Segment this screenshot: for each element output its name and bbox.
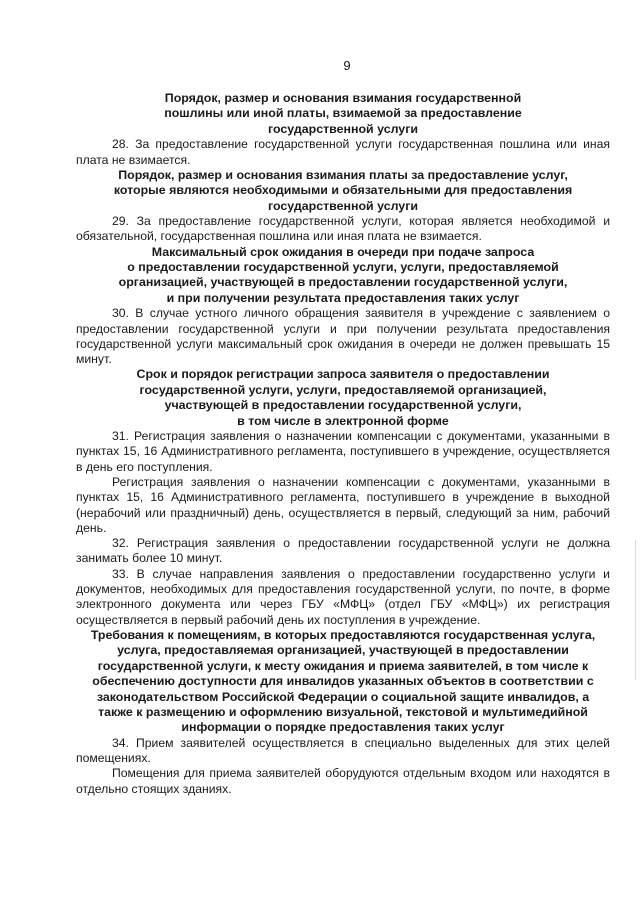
heading-line: государственной услуги <box>268 198 418 213</box>
heading-line: Срок и порядок регистрации запроса заявителя о предоставлении <box>136 367 550 382</box>
heading-line: которые являются необходимыми и обязательными для предоставления <box>113 183 573 198</box>
section-fee-state-duty <box>76 91 610 168</box>
section-max-waiting-time <box>76 245 610 368</box>
paragraph-30: 30. В случае устного личного обращения заявителя в учреждение с заявлением о предоставлении государственной услуги и при получении результата предоставления государственной услуги максимальный срок ожидания в очереди не должен превышать 15 минут. <box>76 306 610 367</box>
paragraph-33: 33. В случае направления заявления о предоставлении государственно услуги и документов, необходимых для предоставления государственной услуги, по почте, в форме электронного документа или через ГБУ «МФЦ» (отдел ГБУ «МФЦ») их регистрация осуществляется в первый рабочий день их поступления в учреждение. <box>76 566 610 627</box>
heading-line: Порядок, размер и основания взимания платы за предоставление услуг, <box>118 167 568 182</box>
heading-line: организацией, участвующей в предоставлении государственной услуги, <box>118 275 568 290</box>
heading-line: государственной услуги <box>268 121 418 136</box>
scan-edge-mark <box>635 540 636 680</box>
paragraph-29: 29. За предоставление государственной услуги, которая является необходимой и обязательной, государственная пошлина или иная плата не взимается. <box>76 214 610 244</box>
section-heading <box>76 168 610 214</box>
paragraph-34: 34. Прием заявителей осуществляется в специально выделенных для этих целей помещениях. <box>76 735 610 766</box>
heading-line: обеспечению доступности для инвалидов указанных объектов в соответствии с <box>92 674 594 689</box>
section-heading <box>72 628 614 736</box>
section-fee-required-services <box>76 168 610 245</box>
paragraph-31: 31. Регистрация заявления о назначении компенсации с документами, указанными в пунктах 15, 16 Административного регламента, поступившего в учреждение, осуществляется в день его поступления. <box>76 429 610 474</box>
heading-line: Максимальный срок ожидания в очереди при подаче запроса <box>151 244 535 259</box>
paragraph-34-cont: Помещения для приема заявителей оборудуются отдельным входом или находятся в отдельно стоящих зданиях. <box>76 766 610 796</box>
heading-line: также к размещению и оформлению визуальной, текстовой и мультимедийной <box>98 704 588 719</box>
section-heading <box>76 367 610 429</box>
heading-line: Порядок, размер и основания взимания государственной <box>164 91 522 105</box>
heading-line: законодательством Российской Федерации о социальной защите инвалидов, а <box>96 689 590 704</box>
section-registration-terms <box>76 367 610 627</box>
paragraph-31-cont: Регистрация заявления о назначении компенсации с документами, указанными в пунктах 15, 16 Административного регламента, поступившего в учреждение в выходной (нерабочий или праздничный) день, осуществляется в первый, следующий за ним, рабочий день. <box>76 474 610 535</box>
heading-line: о предоставлении государственной услуги, услуги, предоставляемой <box>127 260 559 275</box>
heading-line: государственной услуги, услуги, предоставляемой организацией, <box>139 382 547 397</box>
heading-line: услуга, предоставляемая организацией, участвующей в предоставлении <box>117 643 569 658</box>
heading-line: пошлины или иной платы, взимаемой за предоставление <box>164 106 522 121</box>
heading-line: информации о порядке предоставления таких услуг <box>181 720 505 735</box>
section-heading <box>76 245 610 307</box>
heading-line: в том числе в электронной форме <box>237 413 449 428</box>
heading-line: Требования к помещениям, в которых предоставляются государственная услуга, <box>90 627 596 642</box>
section-premises-requirements <box>76 628 610 797</box>
page-number: 9 <box>343 58 351 73</box>
heading-line: и при получении результата предоставления таких услуг <box>166 290 520 305</box>
heading-line: участвующей в предоставлении государственной услуги, <box>164 398 522 413</box>
paragraph-32: 32. Регистрация заявления о предоставлении государственной услуги не должна занимать более 10 минут. <box>76 536 610 566</box>
paragraph-28: 28. За предоставление государственной услуги государственная пошлина или иная плата не взимается. <box>76 137 610 167</box>
section-heading <box>76 91 610 137</box>
heading-line: государственной услуги, к месту ожидания и приема заявителей, в том числе к <box>97 658 589 673</box>
